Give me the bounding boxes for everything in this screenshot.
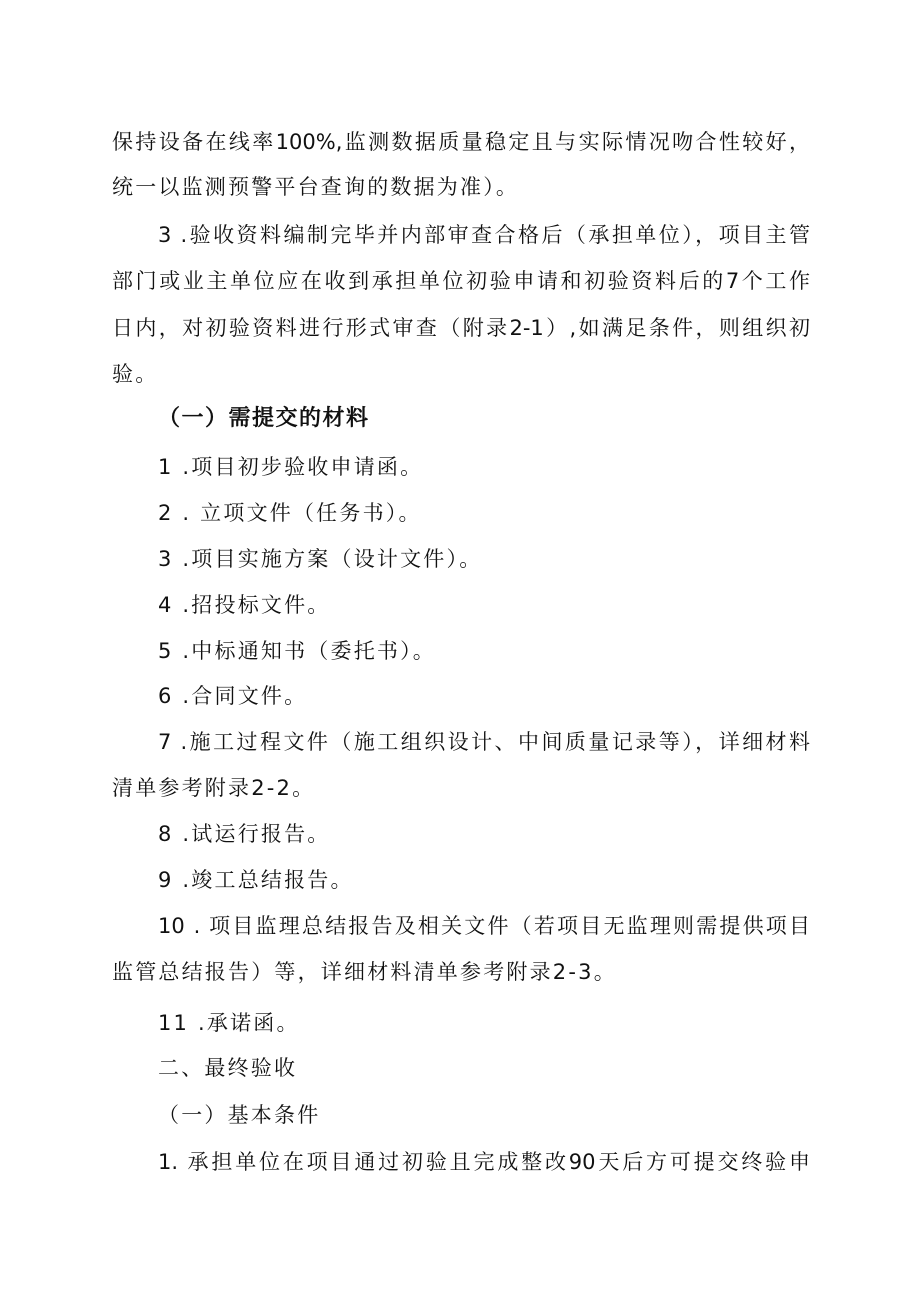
para3-line-2: 部门或业主单位应在收到承担单位初验申请和初验资料后的7个工作 [112, 269, 810, 293]
material-item-10-line-1: 10 . 项目监理总结报告及相关文件（若项目无监理则需提供项目 [158, 914, 810, 938]
material-item-6: 6 .合同文件。 [158, 684, 308, 708]
material-item-7-line-2: 清单参考附录2-2。 [112, 776, 316, 800]
para3-line-3: 日内，对初验资料进行形式审查（附录2-1）,如满足条件，则组织初 [112, 316, 810, 340]
material-item-5: 5 .中标通知书（委托书）。 [158, 639, 437, 663]
basic-conditions-heading: （一）基本条件 [158, 1103, 321, 1127]
material-item-3: 3 .项目实施方案（设计文件）。 [158, 547, 483, 571]
material-item-2: 2 . 立项文件（任务书）。 [158, 501, 422, 525]
intro-line-1: 保持设备在线率100%,监测数据质量稳定且与实际情况吻合性较好， [112, 130, 810, 154]
material-item-9: 9 .竣工总结报告。 [158, 868, 354, 892]
materials-heading: （一）需提交的材料 [158, 406, 370, 431]
material-item-8: 8 .试运行报告。 [158, 822, 331, 846]
para3-line-1: 3 .验收资料编制完毕并内部审查合格后（承担单位），项目主管 [158, 223, 810, 247]
material-item-1: 1 .项目初步验收申请函。 [158, 455, 424, 479]
material-item-4: 4 .招投标文件。 [158, 593, 331, 617]
final-acceptance-heading: 二、最终验收 [158, 1056, 298, 1080]
final-item-1-line-1: 1. 承担单位在项目通过初验且完成整改90天后方可提交终验申 [158, 1150, 810, 1174]
material-item-11: 11 .承诺函。 [158, 1011, 300, 1035]
material-item-7-line-1: 7 .施工过程文件（施工组织设计、中间质量记录等），详细材料 [158, 730, 810, 754]
material-item-10-line-2: 监管总结报告）等，详细材料清单参考附录2-3。 [112, 960, 617, 984]
para3-line-4: 验。 [112, 362, 159, 386]
intro-line-2: 统一以监测预警平台查询的数据为准）。 [112, 175, 520, 199]
